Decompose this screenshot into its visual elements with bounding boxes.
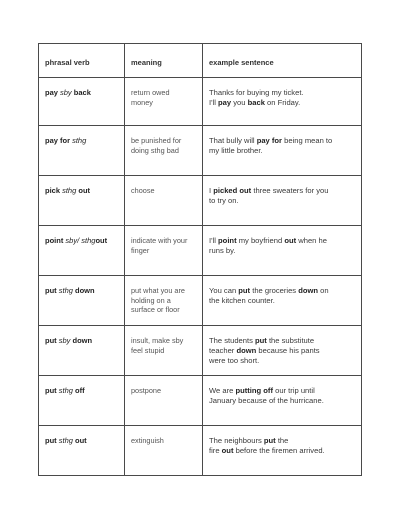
meaning-cell [125, 226, 203, 276]
header-phrasal-verb: phrasal verb [39, 44, 125, 78]
meaning-text: extinguish [131, 436, 164, 445]
header-meaning: meaning [125, 44, 203, 78]
phrasal-verb-text: pay sby back [45, 88, 91, 97]
meaning-text: put what you are holding on a surface or floor [131, 286, 185, 314]
table-row [39, 426, 362, 476]
example-sentence-text: The neighbours put the fire out before the firemen arrived. [209, 436, 325, 455]
example-sentence-cell [203, 126, 362, 176]
meaning-cell [125, 78, 203, 126]
phrasal-verb-cell [39, 376, 125, 426]
meaning-text: postpone [131, 386, 162, 395]
example-sentence-cell [203, 78, 362, 126]
table-row [39, 226, 362, 276]
table-row [39, 176, 362, 226]
phrasal-verb-text: put sby down [45, 336, 93, 345]
phrasal-verb-cell [39, 426, 125, 476]
meaning-text: insult, make sby feel stupid [131, 336, 184, 355]
example-sentence-text: I'll point my boyfriend out when he runs by. [209, 236, 327, 255]
phrasal-verb-text: pay for sthg [45, 136, 87, 145]
example-sentence-cell [203, 376, 362, 426]
meaning-cell [125, 126, 203, 176]
phrasal-verb-text: pick sthg out [45, 186, 91, 195]
phrasal-verb-text: put sthg out [45, 436, 87, 445]
phrasal-verb-cell [39, 126, 125, 176]
table-row [39, 326, 362, 376]
example-sentence-text: Thanks for buying my ticket. I'll pay you back on Friday. [209, 88, 304, 107]
table-row [39, 126, 362, 176]
meaning-text: choose [131, 186, 155, 195]
meaning-cell [125, 276, 203, 326]
phrasal-verb-cell [39, 276, 125, 326]
meaning-text: indicate with your finger [131, 236, 188, 255]
meaning-cell [125, 176, 203, 226]
phrasal-verb-text: put sthg off [45, 386, 85, 395]
example-sentence-cell [203, 426, 362, 476]
meaning-text: return owed money [131, 88, 170, 107]
table-row [39, 276, 362, 326]
header-example-sentence: example sentence [203, 44, 362, 78]
table-row [39, 78, 362, 126]
phrasal-verb-text: point sby/ sthgout [45, 236, 108, 245]
meaning-cell [125, 326, 203, 376]
example-sentence-cell [203, 326, 362, 376]
example-sentence-cell [203, 276, 362, 326]
table-header-row [39, 44, 362, 78]
example-sentence-cell [203, 176, 362, 226]
example-sentence-text: The students put the substitute teacher down because his pants were too short. [209, 336, 320, 365]
meaning-text: be punished for doing sthg bad [131, 136, 182, 155]
example-sentence-text: We are putting off our trip until January because of the hurricane. [209, 386, 324, 405]
phrasal-verb-cell [39, 78, 125, 126]
table-row [39, 376, 362, 426]
phrasal-verb-cell [39, 176, 125, 226]
phrasal-verb-cell [39, 226, 125, 276]
example-sentence-text: You can put the groceries down on the kitchen counter. [209, 286, 329, 305]
example-sentence-cell [203, 226, 362, 276]
meaning-cell [125, 426, 203, 476]
meaning-cell [125, 376, 203, 426]
example-sentence-text: That bully will pay for being mean to my little brother. [209, 136, 333, 155]
phrasal-verb-table [38, 43, 362, 476]
example-sentence-text: I picked out three sweaters for you to try on. [209, 186, 329, 205]
phrasal-verb-cell [39, 326, 125, 376]
phrasal-verb-text: put sthg down [45, 286, 95, 295]
